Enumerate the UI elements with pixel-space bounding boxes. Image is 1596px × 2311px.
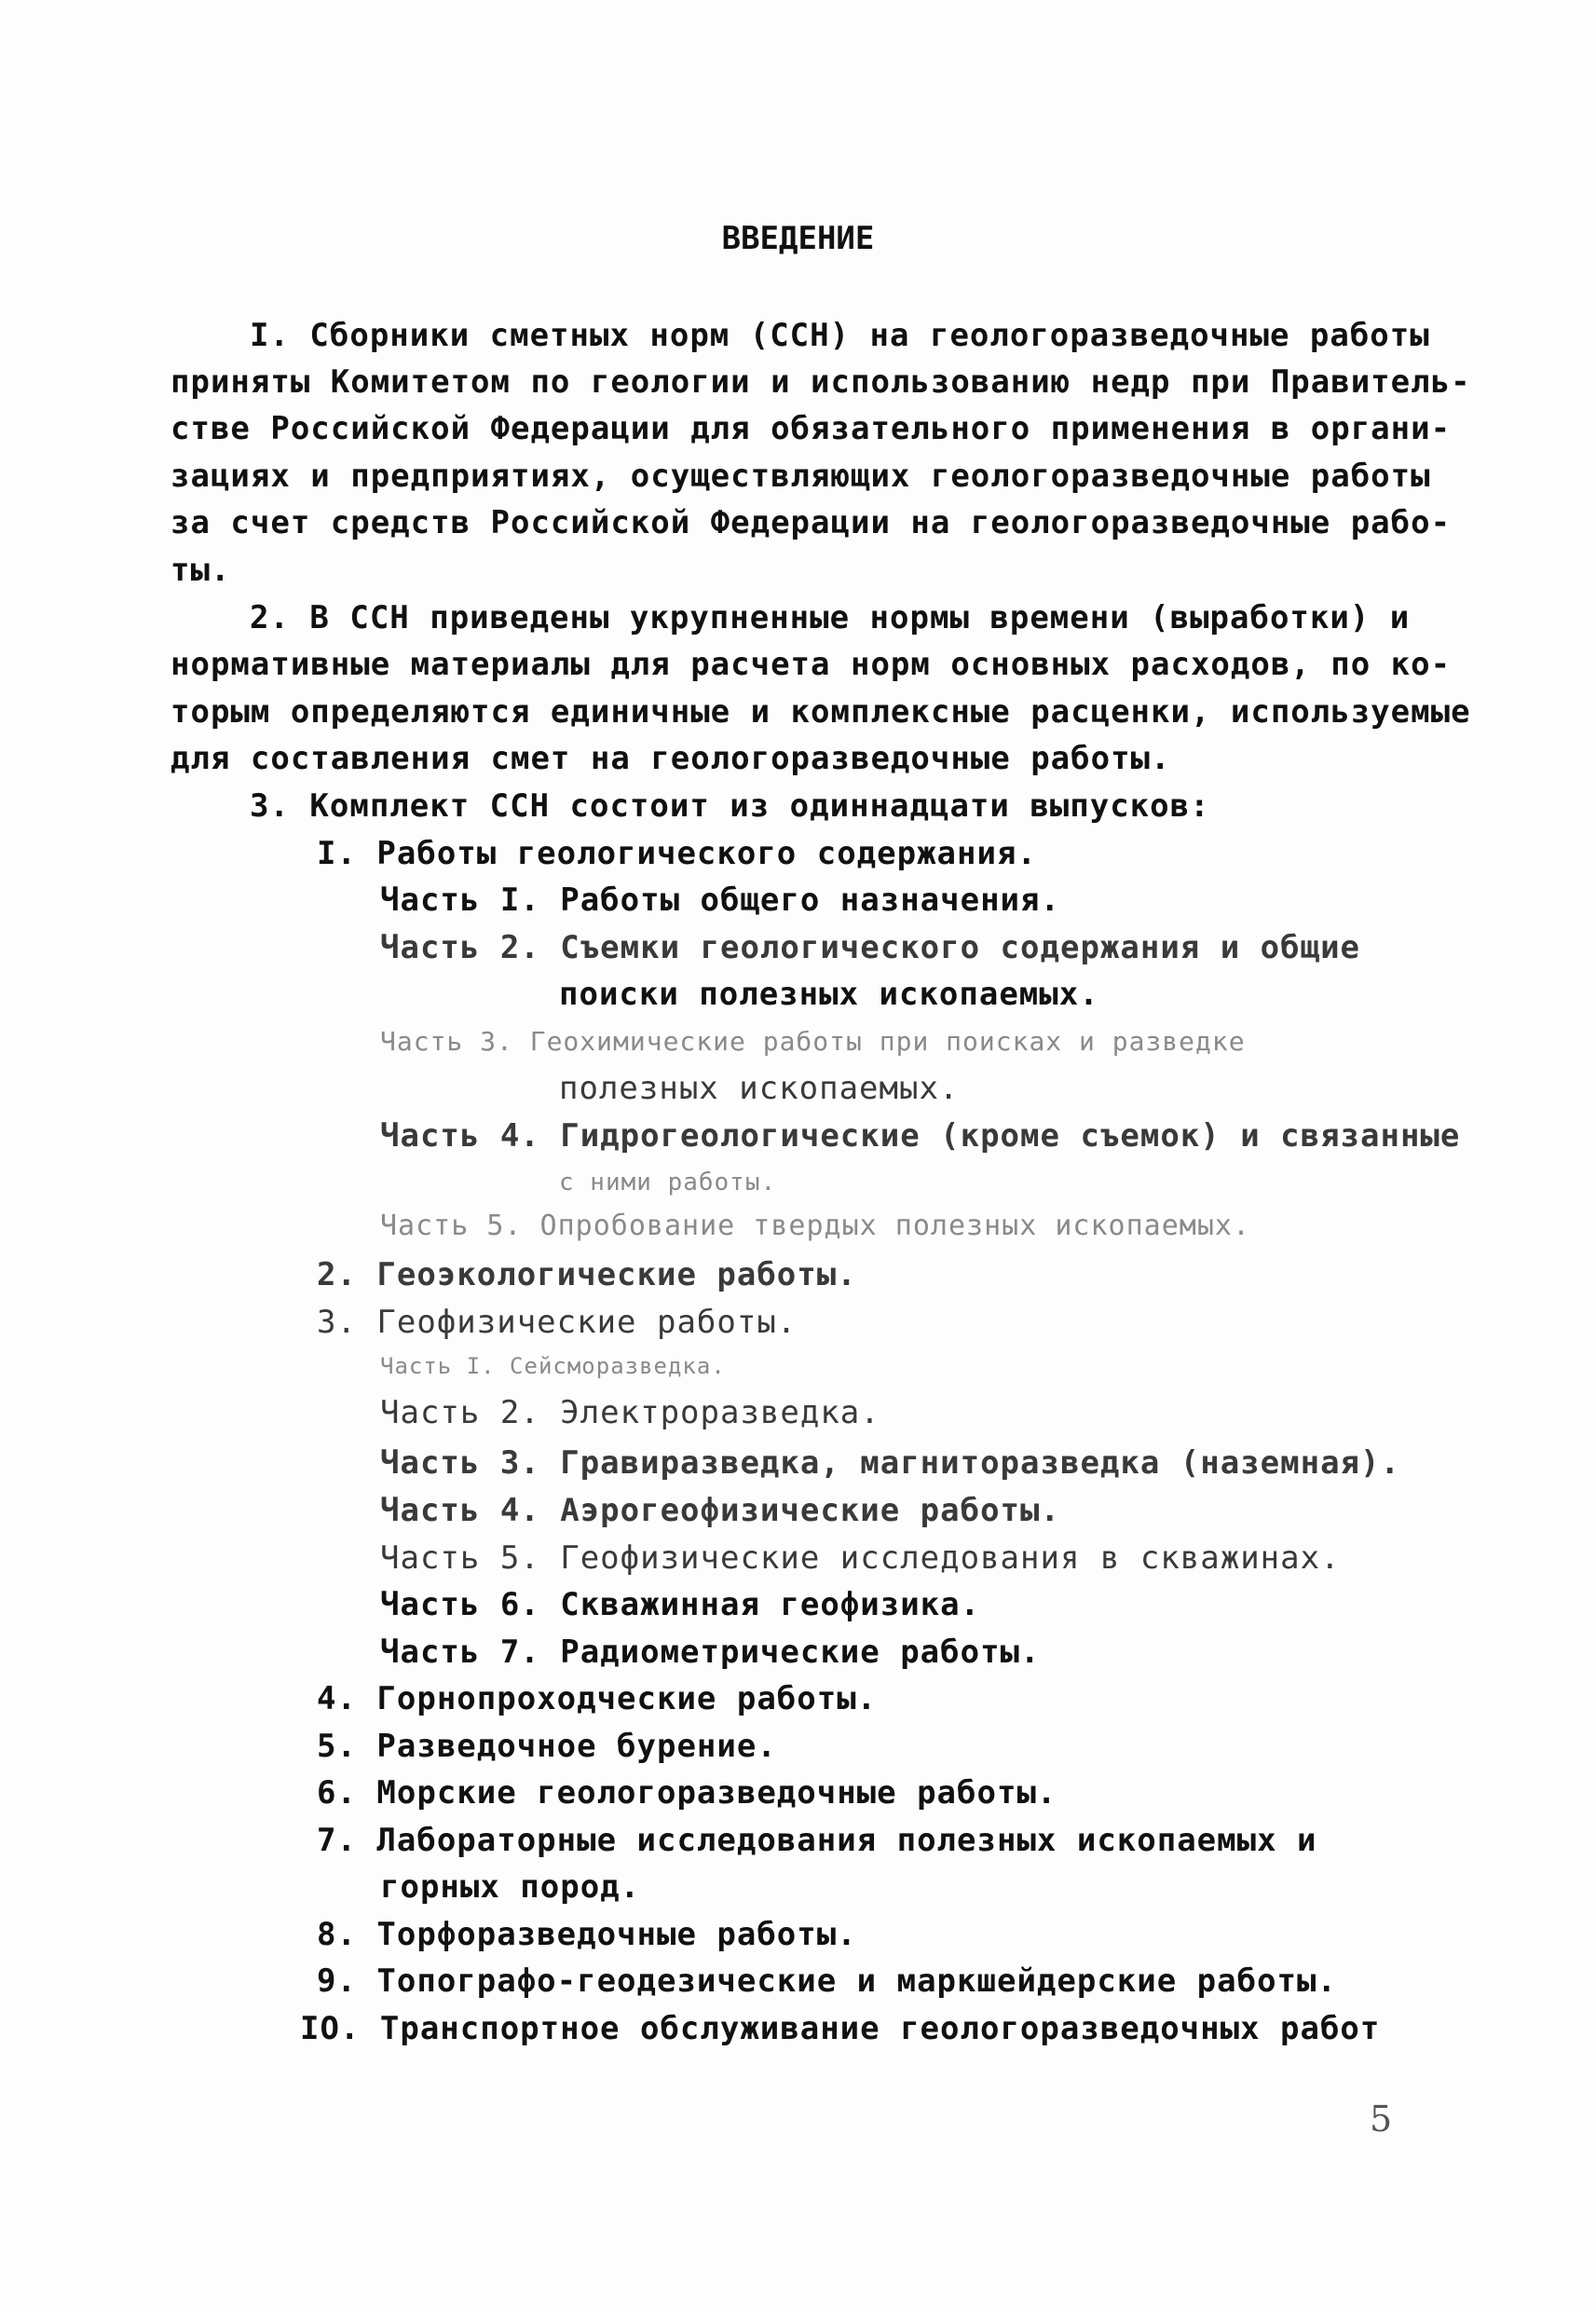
list-item: 5. Разведочное бурение. <box>317 1728 777 1765</box>
p1-line-1: I. Сборники сметных норм (ССН) на геологоразведочные работы <box>250 317 1430 354</box>
list-item: Часть 6. Скважинная геофизика. <box>380 1586 981 1623</box>
list-item: Часть 2. Съемки геологического содержания и общие <box>380 929 1361 966</box>
list-item: 9. Топографо-геодезические и маркшейдерские работы. <box>317 1962 1337 2000</box>
p2-line-3: торым определяются единичные и комплексные расценки, используемые <box>171 693 1471 731</box>
list-item: полезных ископаемых. <box>559 1070 960 1107</box>
list-item: Часть 5. Геофизические исследования в скважинах. <box>380 1539 1341 1577</box>
p1-line-2: приняты Комитетом по геологии и использованию недр при Правитель- <box>171 363 1471 401</box>
p3-line-1: 3. Комплект ССН состоит из одиннадцати выпусков: <box>250 787 1210 825</box>
page-title: ВВЕДЕНИЕ <box>721 220 875 257</box>
p2-line-1: 2. В ССН приведены укрупненные нормы времени (выработки) и <box>250 599 1411 636</box>
list-item: Часть I. Сейсморазведка. <box>380 1353 726 1379</box>
list-item: 2. Геоэкологические работы. <box>317 1256 857 1293</box>
p2-line-2: нормативные материалы для расчета норм основных расходов, по ко- <box>171 646 1452 683</box>
list-item: Часть I. Работы общего назначения. <box>380 882 1060 919</box>
list-item: Часть 2. Электроразведка. <box>380 1394 880 1431</box>
list-item: с ними работы. <box>559 1169 777 1197</box>
p1-line-3: стве Российской Федерации для обязательного применения в органи- <box>171 410 1452 447</box>
p1-line-4: зациях и предприятиях, осуществляющих геологоразведочные работы <box>171 458 1431 495</box>
list-item: 3. Геофизические работы. <box>317 1304 798 1341</box>
p1-line-6: ты. <box>171 552 231 589</box>
list-item: Часть 3. Геохимические работы при поисках и разведке <box>380 1026 1246 1057</box>
list-item: 8. Торфоразведочные работы. <box>317 1916 857 1953</box>
list-item: Часть 7. Радиометрические работы. <box>380 1634 1041 1671</box>
list-item: Часть 4. Аэрогеофизические работы. <box>380 1492 1060 1529</box>
list-item: Часть 3. Гравиразведка, магниторазведка (наземная). <box>380 1444 1400 1482</box>
list-item: горных пород. <box>380 1868 641 1906</box>
list-item: I. Работы геологического содержания. <box>317 835 1037 872</box>
list-item: 4. Горнопроходческие работы. <box>317 1680 878 1717</box>
list-item: IO. Транспортное обслуживание геологоразведочных работ <box>300 2010 1381 2047</box>
list-item: Часть 4. Гидрогеологические (кроме съемок) и связанные <box>380 1117 1461 1155</box>
list-item: поиски полезных ископаемых. <box>559 976 1099 1013</box>
p2-line-4: для составления смет на геологоразведочные работы. <box>171 740 1171 777</box>
p1-line-5: за счет средств Российской Федерации на геологоразведочные рабо- <box>171 504 1452 541</box>
list-item: 6. Морские геологоразведочные работы. <box>317 1774 1057 1812</box>
list-item: Часть 5. Опробование твердых полезных ископаемых. <box>380 1210 1251 1242</box>
list-item: 7. Лабораторные исследования полезных ископаемых и <box>317 1822 1317 1859</box>
page-number: 5 <box>1370 2099 1393 2140</box>
